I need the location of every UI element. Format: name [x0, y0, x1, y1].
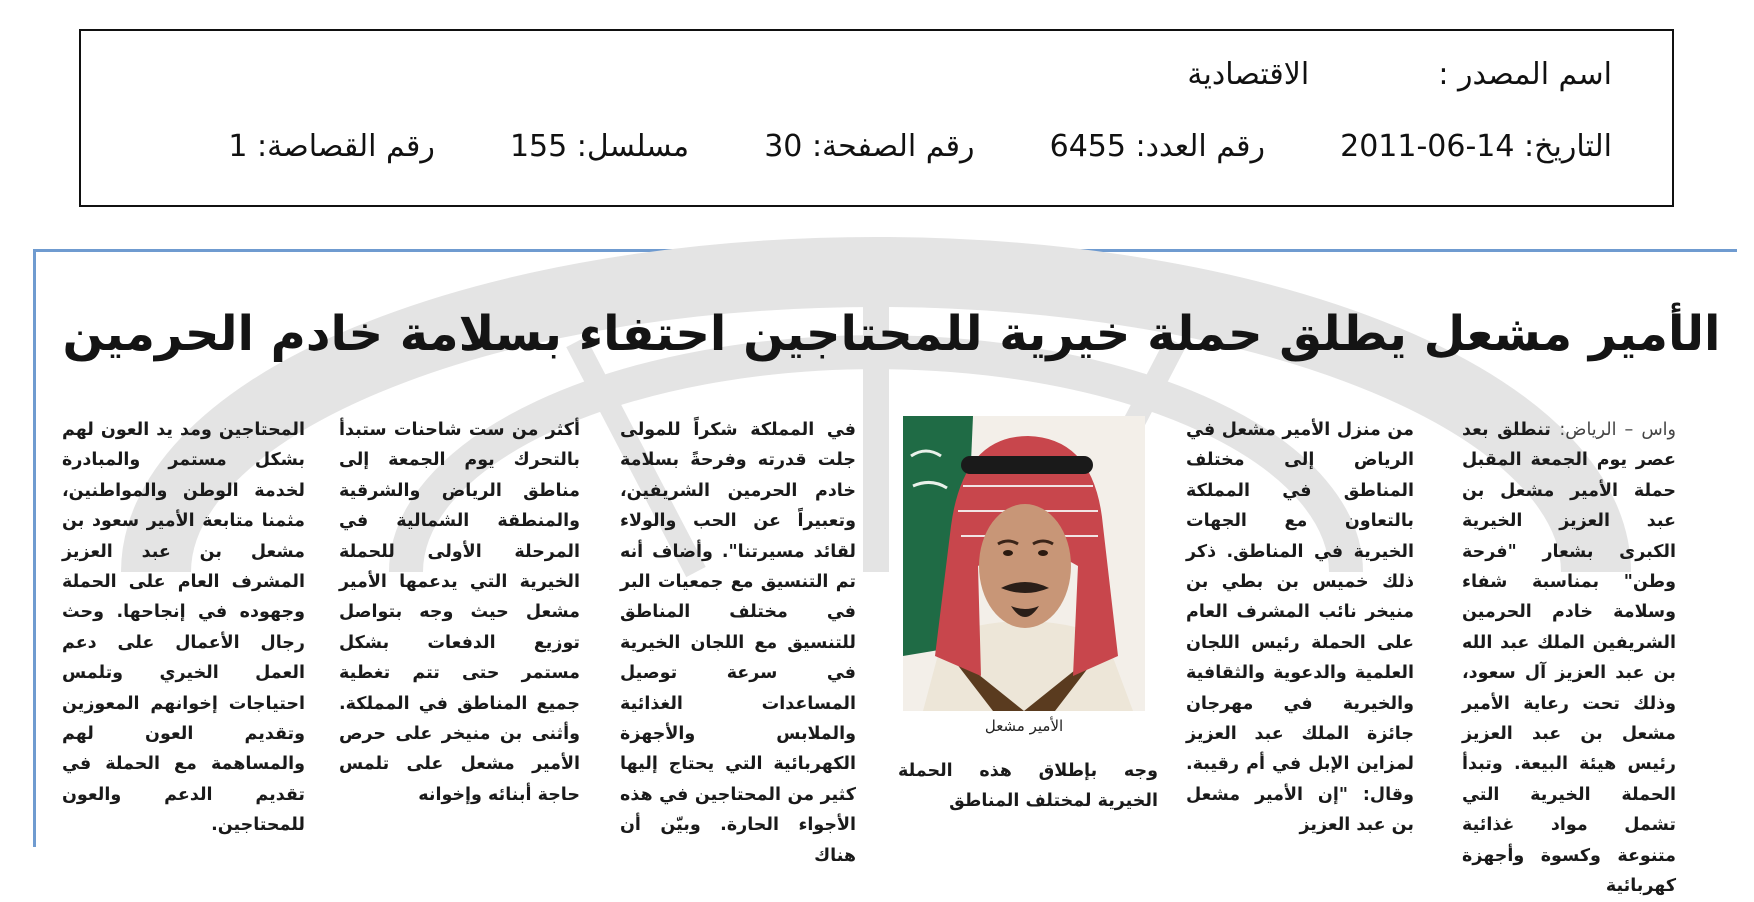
column-4 [620, 415, 856, 866]
serial-value: 155 [509, 129, 568, 164]
page-label: رقم الصفحة: [811, 129, 975, 164]
column-2-text: من منزل الأمير مشعل في الرياض إلى مختلف المناطق في المملكة بالتعاون مع الجهات الخيرية في المناطق. ذكر ذلك خميس بن بطي بن منيخر نائب المشرف العام على الحملة رئيس اللجان العلمية والدعوية والثقافية والخيرية في مهرجان جائزة الملك عبد العزيز لمزاين الإبل في أم رقيبة. وقال: "إن الأمير مشعل بن عبد العزيز [1186, 420, 1414, 836]
date-value: 2011-06-14 [1340, 129, 1515, 164]
clip-value: 1 [228, 129, 248, 164]
clip-label: رقم القصاصة: [257, 129, 435, 164]
column-4-text: في المملكة شكراً للمولى جلت قدرته وفرحةً بسلامة خادم الحرمين الشريفين، وتعبيراً عن الحب والولاء لقائد مسيرتنا". وأضاف أنه تم التنسيق مع جمعيات البر في مختلف المناطق للتنسيق مع اللجان الخيرية في سرعة توصيل المساعدات الغذائية والملابس والأجهزة الكهربائية التي يحتاج إليها كثير من المحتاجين في هذه الأجواء الحارة. وبيّن أن هناك [620, 420, 856, 866]
column-6 [62, 415, 305, 836]
source-row [1187, 57, 1612, 93]
column-3-text-under-photo: وجه بإطلاق هذه الحملة الخيرية لمختلف المناطق [898, 761, 1158, 812]
column-5 [339, 415, 580, 825]
column-5-text: أكثر من ست شاحنات ستبدأ بالتحرك يوم الجمعة إلى مناطق الرياض والشرقية والمنطقة الشمالية في المرحلة الأولى للحملة الخيرية التي يدعمها الأمير مشعل حيث وجه بتواصل توزيع الدفعات بشكل مستمر حتى تتم تغطية جميع المناطق في المملكة. وأثنى بن منيخر على حرص الأمير مشعل على تلمس حاجة أبنائه وإخوانه [339, 420, 580, 805]
column-1 [1462, 415, 1676, 897]
dateline: واس – الرياض: [1559, 420, 1676, 440]
serial-label: مسلسل: [576, 129, 690, 164]
column-2 [1186, 415, 1414, 836]
date-label: التاريخ: [1524, 129, 1612, 164]
column-6-text: المحتاجين ومد يد العون لهم بشكل مستمر والمبادرة لخدمة الوطن والمواطنين، مثمنا متابعة الأمير سعود بن مشعل بن عبد العزيز المشرف العام على الحملة وجهوده في إنجاحها. وحث رجال الأعمال على دعم العمل الخيري وتلمس احتياجات إخوانهم المعوزين وتقديم العون لهم والمساهمة مع الحملة في تقديم الدعم والعون للمحتاجين. [62, 420, 305, 836]
details-row [228, 129, 1612, 165]
page-value: 30 [764, 129, 803, 164]
source-metadata-box [79, 29, 1674, 207]
column-1-text: تنطلق بعد عصر يوم الجمعة المقبل حملة الأمير مشعل بن عبد العزيز الخيرية الكبرى بشعار "فرحة وطن" بمناسبة شفاء وسلامة خادم الحرمين الشريفين الملك عبد الله بن عبد العزيز آل سعود، وذلك تحت رعاية الأمير مشعل بن عبد العزيز رئيس هيئة البيعة. وتبدأ الحملة الخيرية التي تشمل مواد غذائية متنوعة وكسوة وأجهزة كهربائية [1462, 420, 1676, 897]
source-value: الاقتصادية [1187, 57, 1310, 92]
photo-caption: الأمير مشعل [984, 717, 1064, 735]
issue-value: 6455 [1049, 129, 1126, 164]
article-clipping [33, 249, 1737, 897]
source-label: اسم المصدر : [1438, 57, 1612, 92]
issue-label: رقم العدد: [1135, 129, 1266, 164]
portrait-photo [903, 416, 1145, 711]
article-headline: الأمير مشعل يطلق حملة خيرية للمحتاجين احتفاء بسلامة خادم الحرمين [62, 306, 1721, 362]
